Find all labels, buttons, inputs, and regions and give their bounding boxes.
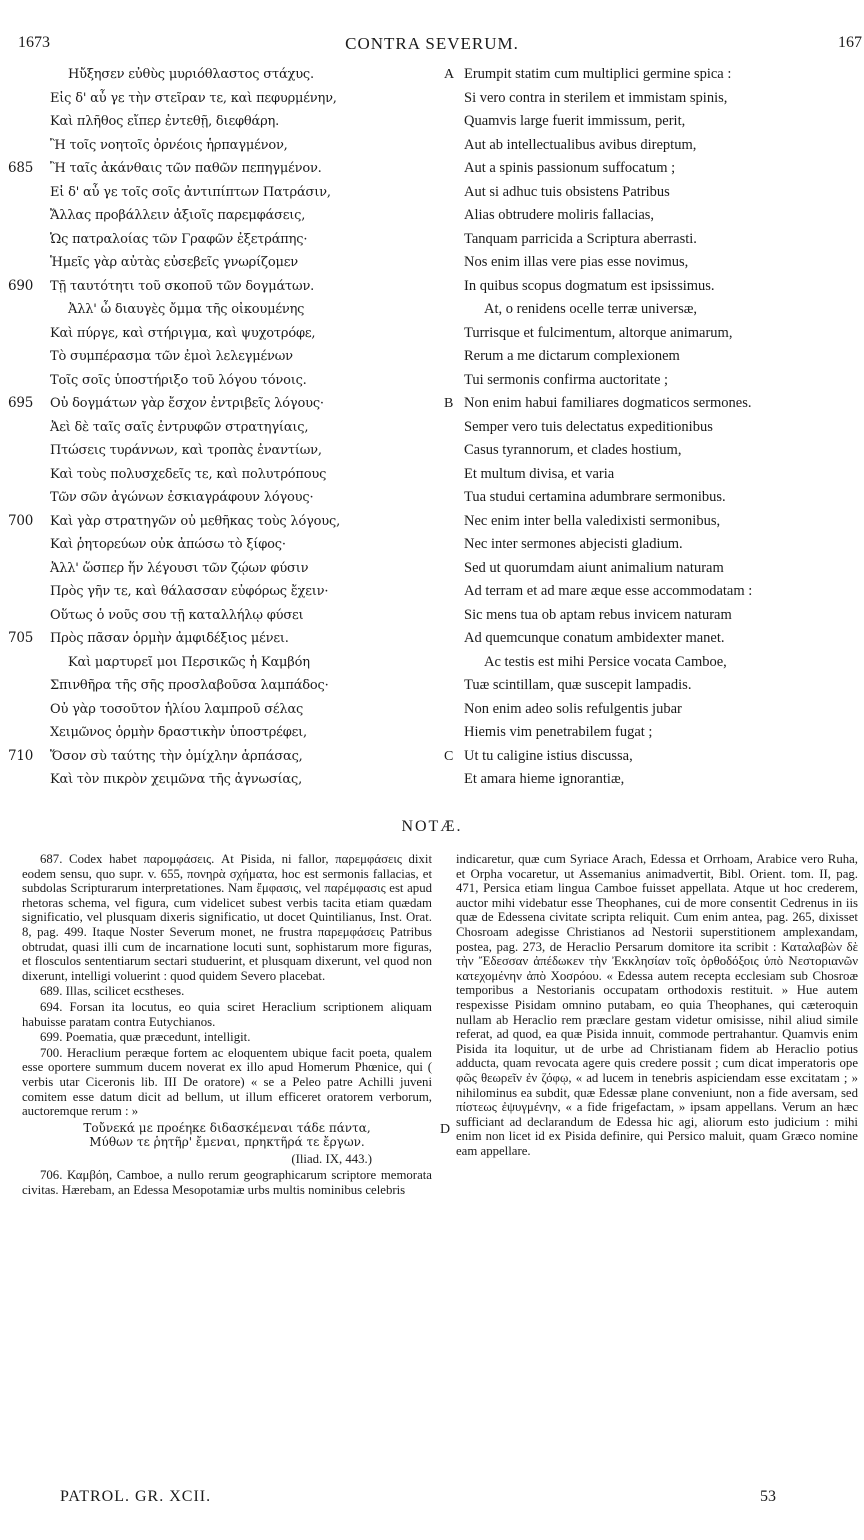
section-marker-d: D [440, 1122, 451, 1137]
verse-text: Οὕτως ὁ νοῦς σου τῇ καταλλήλῳ φύσει [50, 607, 304, 623]
latin-verse-line [444, 627, 864, 651]
line-number: 690 [8, 277, 34, 294]
quote-citation: (Iliad. IX, 443.) [291, 1151, 372, 1166]
section-marker: C [444, 748, 454, 764]
greek-verse-line [8, 463, 436, 487]
verse-text: Aut ab intellectualibus avibus direptum, [464, 136, 697, 153]
verse-text: In quibus scopus dogmatum est ipsissimus. [464, 277, 715, 294]
greek-verse-line [8, 251, 436, 275]
verse-text: Ac testis est mihi Persice vocata Camboe, [484, 653, 727, 670]
verse-text: Tuæ scintillam, quæ suscepit lampadis. [464, 677, 692, 693]
verse-text: Hiemis vim penetrabilem fugat ; [464, 724, 653, 740]
verse-text: Τοῖς σοῖς ὑποστήριξο τοῦ λόγου τόνοις. [50, 372, 307, 388]
line-number: 685 [8, 160, 34, 176]
page-header [0, 34, 864, 58]
greek-verse-line [8, 157, 436, 181]
latin-verse-line [444, 745, 864, 769]
verse-text: Καὶ γὰρ στρατηγῶν οὐ μεθῆκας τοὺς λόγους, [50, 513, 341, 529]
greek-verse-line [8, 345, 436, 369]
verse-text: Καὶ τοὺς πολυσχεδεῖς τε, καὶ πολυτρόπους [50, 466, 327, 482]
latin-verse-line [444, 87, 864, 111]
verse-text: Πρὸς πᾶσαν ὁρμὴν ἀμφιδέξιος μένει. [50, 631, 289, 646]
greek-verse-line [8, 557, 436, 581]
latin-verse-line [444, 369, 864, 393]
verse-text: Nec inter sermones abjecisti gladium. [464, 536, 683, 552]
verse-text: Casus tyrannorum, et clades hostium, [464, 442, 682, 458]
latin-verse-line [444, 580, 864, 604]
verse-text: Et multum divisa, et varia [464, 465, 615, 482]
verse-text: Sed ut quorumdam aiunt animalium naturam [464, 559, 724, 576]
verse-text: Ἡμεῖς γὰρ αὐτὰς εὐσεβεῖς γνωρίζομεν [50, 255, 298, 270]
greek-verse-line [8, 392, 436, 416]
quote-line: Μύθων τε ῥητῆρ' ἔμεναι, πρηκτῆρά τε ἔργων. [89, 1135, 365, 1150]
verse-text: Πτώσεις τυράννων, καὶ τροπὰς ἐναντίων, [50, 443, 322, 458]
latin-verse-line [444, 345, 864, 369]
verse-text: Καὶ τὸν πικρὸν χειμῶνα τῆς ἀγνωσίας, [50, 772, 303, 787]
homer-quote [22, 1121, 432, 1150]
notes-left-column [22, 852, 432, 1199]
note-paragraph: 694. Forsan ita locutus, eo quia sciret Heraclium scriptionem aliquam habuisse paratam contra Eutychianos. [22, 999, 432, 1029]
greek-verse-line [8, 533, 436, 557]
column-number-right: 167 [838, 34, 862, 51]
latin-verse-line [444, 228, 864, 252]
greek-verse-line [8, 604, 436, 628]
latin-verse-line [444, 768, 864, 792]
verse-text: Nos enim illas vere pias esse novimus, [464, 254, 689, 270]
latin-verse-line [444, 674, 864, 698]
line-number: 705 [8, 630, 34, 646]
latin-verse-line [444, 416, 864, 440]
section-marker: A [444, 67, 455, 82]
latin-verse-column [444, 63, 864, 792]
note-paragraph: 687. Codex habet παρομφάσεις. At Pisida, ni fallor, παρεμφάσεις dixit eodem sensu, quo supr. v. 655, πονηρὰ σχήματα, hoc est sermonis fallacias, et subdolas Scripturarum interpretationes. Nam ἔμφασις, vel παρέμφασις est apud rhetoras schema, vel figura, cum videlicet subest verbis tacita etiam quædam significatio, vel plusquam dixeris significatio, ut docet Quintilianus, Inst. Orat. 8, pag. 499. Itaque Noster Severum monet, ne frustra παρεμφάσεις Patribus obtrudat, quasi illi cum de incarnatione locuti sunt, sophistarum more figuras, et flosculos sententiarum sectari studuerint, et plusquam dixerunt, vel quod non dixerunt, intelligi voluerint : quod quidem Severo placebat. [22, 852, 432, 983]
verse-text: Ἀλλ' ὥσπερ ἥν λέγουσι τῶν ζῴων φύσιν [50, 560, 309, 576]
latin-verse-line [444, 275, 864, 299]
latin-verse-line [444, 298, 864, 322]
note-paragraph: 700. Heraclium peræque fortem ac eloquentem ubique facit poeta, qualem esse oportere summum ducem noverat ex illo apud Homerum Phœnice, qui ( verbis utar Ciceronis lib. III De oratore) « se a Peleo patre Achilli juveni comitem esse datum dicit ad bellum, ut illum efficeret oratorem verborum, auctoremque rerum : » [22, 1045, 432, 1119]
greek-verse-line [8, 698, 436, 722]
greek-verse-line [8, 486, 436, 510]
latin-verse-line [444, 557, 864, 581]
verse-text: Καὶ πύργε, καὶ στήριγμα, καὶ ψυχοτρόφε, [50, 325, 316, 341]
greek-verse-line [8, 627, 436, 651]
verse-text: Ὡς πατραλοίας τῶν Γραφῶν ἐξετράπης· [50, 231, 308, 247]
verse-text: Σπινθῆρα τῆς σῆς προσλαβοῦσα λαμπάδος· [50, 678, 329, 693]
note-paragraph: 699. Poematia, quæ præcedunt, intelligit. [40, 1030, 251, 1045]
latin-verse-line [444, 698, 864, 722]
verse-text: Erumpit statim cum multiplici germine spica : [464, 66, 732, 82]
line-number: 710 [8, 747, 34, 764]
footer-source: PATROL. GR. XCII. [60, 1488, 212, 1505]
verse-text: Si vero contra in sterilem et immistam spinis, [464, 89, 728, 106]
greek-verse-line [8, 322, 436, 346]
running-title: CONTRA SEVERUM. [345, 34, 519, 53]
greek-verse-line [8, 416, 436, 440]
greek-verse-line [8, 510, 436, 534]
verse-text: Rerum a me dictarum complexionem [464, 348, 680, 364]
verse-text: Τὸ συμπέρασμα τῶν ἐμοὶ λελεγμένων [50, 349, 293, 364]
section-marker: B [444, 396, 454, 411]
verse-text: Ἢ ταῖς ἀκάνθαις τῶν παθῶν πεπηγμένον. [50, 161, 322, 176]
latin-verse-line [444, 721, 864, 745]
verse-text: Semper vero tuis delectatus expeditionibus [464, 418, 713, 435]
verse-text: Ἄλλας προβάλλειν ἀξιοῖς παρεμφάσεις, [50, 208, 306, 223]
latin-verse-line [444, 251, 864, 275]
verse-text: Ηὔξησεν εὐθὺς μυριόθλαστος στάχυς. [68, 67, 314, 82]
greek-verse-line [8, 87, 436, 111]
verse-text: Τῇ ταυτότητι τοῦ σκοποῦ τῶν δογμάτων. [50, 278, 315, 294]
verse-text: Aut a spinis passionum suffocatum ; [464, 160, 676, 176]
verse-text: Καὶ πλῆθος εἴπερ ἐντεθῇ, διεφθάρη. [50, 114, 280, 129]
greek-verse-line [8, 768, 436, 792]
latin-verse-line [444, 604, 864, 628]
greek-verse-line [8, 228, 436, 252]
verse-text: Alias obtrudere moliris fallacias, [464, 207, 655, 223]
greek-verse-line [8, 204, 436, 228]
note-paragraph: 689. Illas, scilicet ecstheses. [40, 984, 185, 999]
quote-line: Τοὔνεκά με προέηκε διδασκέμεναι τάδε πάντα, [83, 1120, 371, 1135]
verse-text: Οὐ γὰρ τοσοῦτον ἡλίου λαμπροῦ σέλας [50, 701, 304, 717]
greek-verse-line [8, 745, 436, 769]
greek-verse-line [8, 63, 436, 87]
greek-verse-line [8, 181, 436, 205]
verse-text: Οὐ δογμάτων γὰρ ἔσχον ἐντριβεῖς λόγους· [50, 396, 324, 411]
verse-text: At, o renidens ocelle terræ universæ, [484, 301, 698, 317]
notes-heading: NOTÆ. [401, 818, 463, 835]
verse-text: Καὶ ῥητορεύων οὐκ ἀπώσω τὸ ξίφος· [50, 537, 286, 552]
greek-verse-line [8, 110, 436, 134]
verse-text: Ut tu caligine istius discussa, [464, 747, 633, 764]
line-number: 695 [8, 395, 34, 411]
verse-text: Non enim adeo solis refulgentis jubar [464, 700, 682, 717]
latin-verse-line [444, 439, 864, 463]
verse-text: Ad quemcunque conatum ambidexter manet. [464, 630, 725, 646]
greek-verse-column [8, 63, 436, 792]
greek-verse-line [8, 674, 436, 698]
verse-text: Εἰ δ' αὖ γε τοῖς σοῖς ἀντιπίπτων Πατράσιν, [50, 184, 331, 200]
greek-verse-line [8, 275, 436, 299]
greek-verse-line [8, 651, 436, 675]
latin-verse-line [444, 533, 864, 557]
verse-text: Χειμῶνος ὁρμὴν δραστικὴν ὑποστρέφει, [50, 725, 307, 740]
verse-text: Ἢ τοῖς νοητοῖς ὀρνέοις ἡρπαγμένον, [50, 137, 288, 153]
verse-text: Nec enim inter bella valedixisti sermonibus, [464, 512, 721, 529]
greek-verse-line [8, 580, 436, 604]
latin-verse-line [444, 204, 864, 228]
verse-text: Εἰς δ' αὖ γε τὴν στεῖραν τε, καὶ πεφυρμένην, [50, 90, 337, 106]
verse-text: Ad terram et ad mare æque esse accommodatam : [464, 583, 753, 599]
verse-text: Τῶν σῶν ἀγώνων ἐσκιαγράφουν λόγους· [50, 490, 314, 505]
verse-text: Et amara hieme ignorantiæ, [464, 771, 625, 787]
note-paragraph: indicaretur, quæ cum Syriace Arach, Edessa et Orrhoam, Arabice vero Ruha, et Orpha vocaretur, ut Assemanius animadvertit, Bibl. Orient. tom. II, pag. 471, Persica etiam lingua Camboe fuisset appellata. Atque ut hoc crederem, auctor mihi videbatur esse Theophanes, cui de more consentit Cedrenus in iis quæ de Edessena civitate scripta reliquit. Cum enim antea, pag. 265, dixisset Chosroam adegisse Christianos ad Nestorii superstitionem amplexandam, postea, pag. 273, de Heraclio Persarum domitore ita scribit : Καταλαβὼν δὲ τὴν Ἔδεσσαν ἀπέδωκεν τὴν Ἐκκλησίαν τοῖς ὀρθοδόξοις ὑπὸ Νεστοριανῶν κατεχομένην ἀπὸ Χοσρόου. « Edessa autem recepta ecclesiam sub Chosroæ temporibus a Nestorianis occupatam orthodoxis restituit. » Hue autem respexisse Pisidam omnino putabam, eo quia Theophanes, qui cæteroquin nullam ab Heraclio rem præclare gestam videtur omisisse, nihil aliud simile referat, ad quod, ea quæ Pisida innuit, commode pertrahantur. Quamvis enim Pisida ita loquitur, ut de urbe ad Christianam fidem ab Heraclio potius adducta, quam revocata agere quis credere possit ; cum dicat imperatoris ope φῶς θεωρεῖν ἐν ζόφῳ, « ad lucem in tenebris aspiciendam esse excitatam ; » nihilominus ea subdit, quæ Edessæ plane conveniunt, non a fide aversam, sed πίστεως ἐψυγμένην, « a fide frigefactam, » ipsam appellans. Verum an hæc sufficiant ad declarandum de Edessa hic agi, aliorum esto judicium : mihi enim non licet id ex Pisida definire, qui Persico maluit, quam Græco nomine eam appellare. [456, 852, 858, 1158]
verse-text: Ὅσον σὺ ταύτης τὴν ὁμίχλην ἁρπάσας, [50, 748, 303, 764]
latin-verse-line [444, 486, 864, 510]
verse-text: Tua studui certamina adumbrare sermonibus. [464, 489, 726, 505]
latin-verse-line [444, 392, 864, 416]
latin-verse-line [444, 463, 864, 487]
verse-text: Quamvis large fuerit immissum, perit, [464, 113, 686, 129]
line-number: 700 [8, 512, 34, 529]
latin-verse-line [444, 157, 864, 181]
greek-verse-line [8, 298, 436, 322]
verse-text: Sic mens tua ob aptam rebus invicem naturam [464, 606, 732, 623]
latin-verse-line [444, 63, 864, 87]
verse-text: Aut si adhuc tuis obsistens Patribus [464, 183, 670, 200]
footer-page-number: 53 [760, 1488, 776, 1505]
verse-text: Καὶ μαρτυρεῖ μοι Περσικῶς ἡ Καμβόη [68, 654, 310, 670]
notes-right-column [456, 852, 858, 1159]
verse-text: Non enim habui familiares dogmaticos sermones. [464, 395, 752, 411]
latin-verse-line [444, 134, 864, 158]
latin-verse-line [444, 651, 864, 675]
latin-verse-line [444, 181, 864, 205]
verse-text: Ἀλλ' ὦ διαυγὲς ὄμμα τῆς οἰκουμένης [68, 302, 305, 317]
latin-verse-line [444, 510, 864, 534]
latin-verse-line [444, 110, 864, 134]
greek-verse-line [8, 369, 436, 393]
verse-text: Turrisque et fulcimentum, altorque animarum, [464, 324, 733, 341]
latin-verse-line [444, 322, 864, 346]
verse-text: Tanquam parricida a Scriptura aberrasti. [464, 230, 697, 247]
greek-verse-line [8, 134, 436, 158]
greek-verse-line [8, 721, 436, 745]
column-number-left: 1673 [18, 34, 50, 51]
verse-text: Πρὸς γῆν τε, καὶ θάλασσαν εὐφόρως ἔχειν· [50, 584, 329, 599]
greek-verse-line [8, 439, 436, 463]
note-paragraph: 706. Καμβόη, Camboe, a nullo rerum geographicarum scriptore memorata civitas. Hærebam, an Edessa Mesopotamiæ urbs multis nominibus celebris [22, 1168, 432, 1198]
verse-text: Tui sermonis confirma auctoritate ; [464, 371, 669, 388]
verse-text: Ἀεὶ δὲ ταῖς σαῖς ἐντρυφῶν στρατηγίαις, [50, 419, 309, 435]
